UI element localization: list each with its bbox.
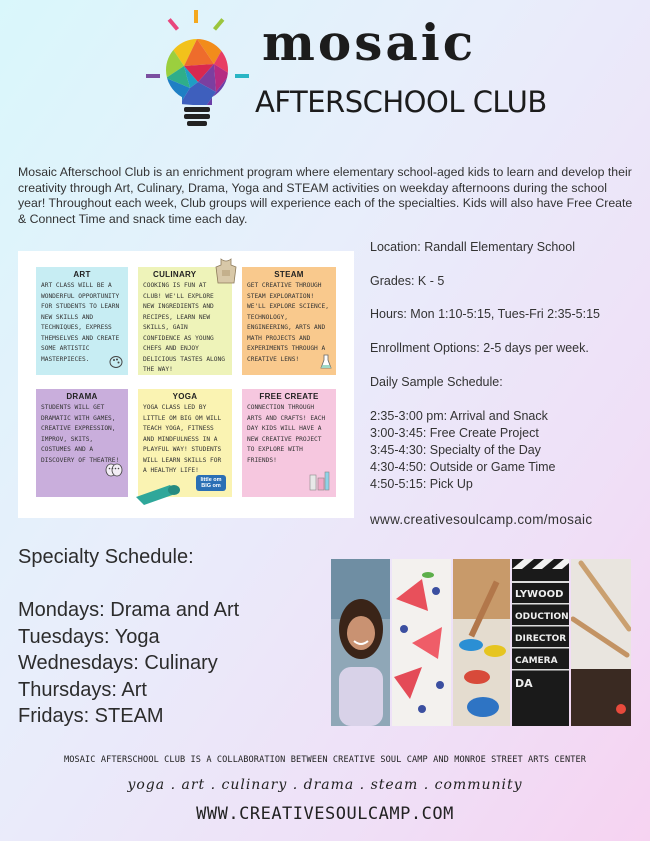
specialty-day: Wednesdays: Culinary [18,652,218,674]
card-culinary-title: CULINARY [153,270,197,279]
footer-website-link[interactable]: WWW.CREATIVESOULCAMP.COM [196,804,454,824]
schedule-item: 2:35-3:00 pm: Arrival and Snack [370,409,548,423]
daily-schedule-list [370,408,556,493]
activity-cards-panel [18,251,354,518]
photo-clapperboard-drama [512,559,569,726]
collaboration-note: MOSAIC AFTERSCHOOL CLUB IS A COLLABORATION BETWEEN CREATIVE SOUL CAMP AND MONROE STREET ARTS CENTER [63,755,587,765]
photo-smiling-girl [331,559,390,726]
intro-paragraph: Mosaic Afterschool Club is an enrichment program where elementary school-aged kids to learn and develop their creativity through Art, Culinary, Drama, Yoga and STEAM activities on weekday afternoons during the school year! Throughout each week, Club groups will experience each of the specialties. Kids will also have Free Create & Connect Time and snack time each day. [18,165,633,226]
grades-text: Grades: K - 5 [370,274,445,288]
activities-tagline: yoga . art . culinary . drama . steam . community [127,777,523,793]
enrollment-text: Enrollment Options: 2-5 days per week. [370,341,589,355]
specialty-day: Thursdays: Art [18,678,147,701]
clapper-text-line: DIRECTOR [515,634,567,644]
card-steam-text: GET CREATIVE THROUGH STEAM EXPLORATION! WE'LL EXPLORE SCIENCE, TECHNOLOGY, ENGINEERING, ARTS AND MATH PROJECTS AND EXPERIMENTS THROUGH A CREATIVE LENS! [247,282,329,363]
little-om-big-om-badge: little om BIG om [196,475,226,491]
apron-icon [214,257,238,285]
mosaic-url-link[interactable]: www.creativesoulcamp.com/mosaic [370,512,593,527]
location-text: Location: Randall Elementary School [370,240,575,254]
card-art [36,267,128,375]
card-yoga-title: YOGA [172,392,198,401]
specialty-schedule-list [18,597,239,730]
brand-title: mosaic [262,13,477,72]
hours-text: Hours: Mon 1:10-5:15, Tues-Fri 2:35-5:15 [370,307,600,321]
clapper-text-line: LYWOOD [515,589,564,600]
theater-masks-icon [105,463,123,477]
lightbulb-mosaic-icon [140,8,255,133]
photo-fruit-culinary [392,559,451,726]
daily-schedule-heading: Daily Sample Schedule: [370,375,503,389]
specialty-day: Mondays: Drama and Art [18,599,240,621]
brand-subtitle: AFTERSCHOOL CLUB [255,85,547,119]
card-steam [242,267,336,375]
card-free-create-text: CONNECTION THROUGH ARTS AND CRAFTS! EACH DAY KIDS WILL HAVE A NEW CREATIVE PROJECT TO EXPLORE WITH FRIENDS! [247,404,326,464]
card-free-create [242,389,336,497]
photo-drumsticks [571,559,631,726]
card-culinary-text: COOKING IS FUN AT CLUB! WE'LL EXPLORE NEW INGREDIENTS AND RECIPES, LEARN NEW SKILLS, GAIN CONFIDENCE AS YOUNG CHEFS AND ENJOY DELICIOUS TASTES ALONG THE WAY! [143,282,225,373]
card-art-title: ART [73,270,91,279]
photo-paint-art [453,559,510,726]
schedule-item: 3:45-4:30: Specialty of the Day [370,443,541,457]
craft-supplies-icon [308,469,332,491]
specialty-day: Tuesdays: Yoga [18,625,160,648]
card-yoga [138,389,232,497]
specialty-day: Fridays: STEAM [18,705,164,727]
clapper-text-line: DA [515,677,533,690]
paint-palette-icon [109,355,123,369]
specialty-schedule-heading: Specialty Schedule: [18,546,194,568]
clapper-text-line: ODUCTION [515,612,569,622]
card-yoga-text: YOGA CLASS LED BY LITTLE OM BIG OM WILL TEACH YOGA, FITNESS AND MINDFULNESS IN A PLAYFUL WAY! STUDENTS WILL LEARN SKILLS FOR A HEALTHY LIFE! [143,404,222,474]
card-drama-title: DRAMA [66,392,98,401]
card-drama-text: STUDENTS WILL GET DRAMATIC WITH GAMES, CREATIVE EXPRESSION, IMPROV, SKITS, COSTUMES AND A DISCOVERY OF THEATRE! [41,404,120,464]
clapper-text-line: CAMERA [515,656,558,666]
card-free-create-title: FREE CREATE [259,392,319,401]
card-drama [36,389,128,497]
activity-photo-strip [331,559,631,726]
schedule-item: 4:50-5:15: Pick Up [370,477,473,491]
yoga-mat-icon [130,483,182,509]
card-art-text: ART CLASS WILL BE A WONDERFUL OPPORTUNITY FOR STUDENTS TO LEARN NEW SKILLS AND TECHNIQUES, EXPRESS THEMSELVES AND CREATE SOME ARTISTIC MASTERPIECES. [41,282,120,363]
schedule-item: 4:30-4:50: Outside or Game Time [370,460,556,474]
schedule-item: 3:00-3:45: Free Create Project [370,426,539,440]
card-steam-title: STEAM [274,270,304,279]
flask-icon [320,354,332,370]
